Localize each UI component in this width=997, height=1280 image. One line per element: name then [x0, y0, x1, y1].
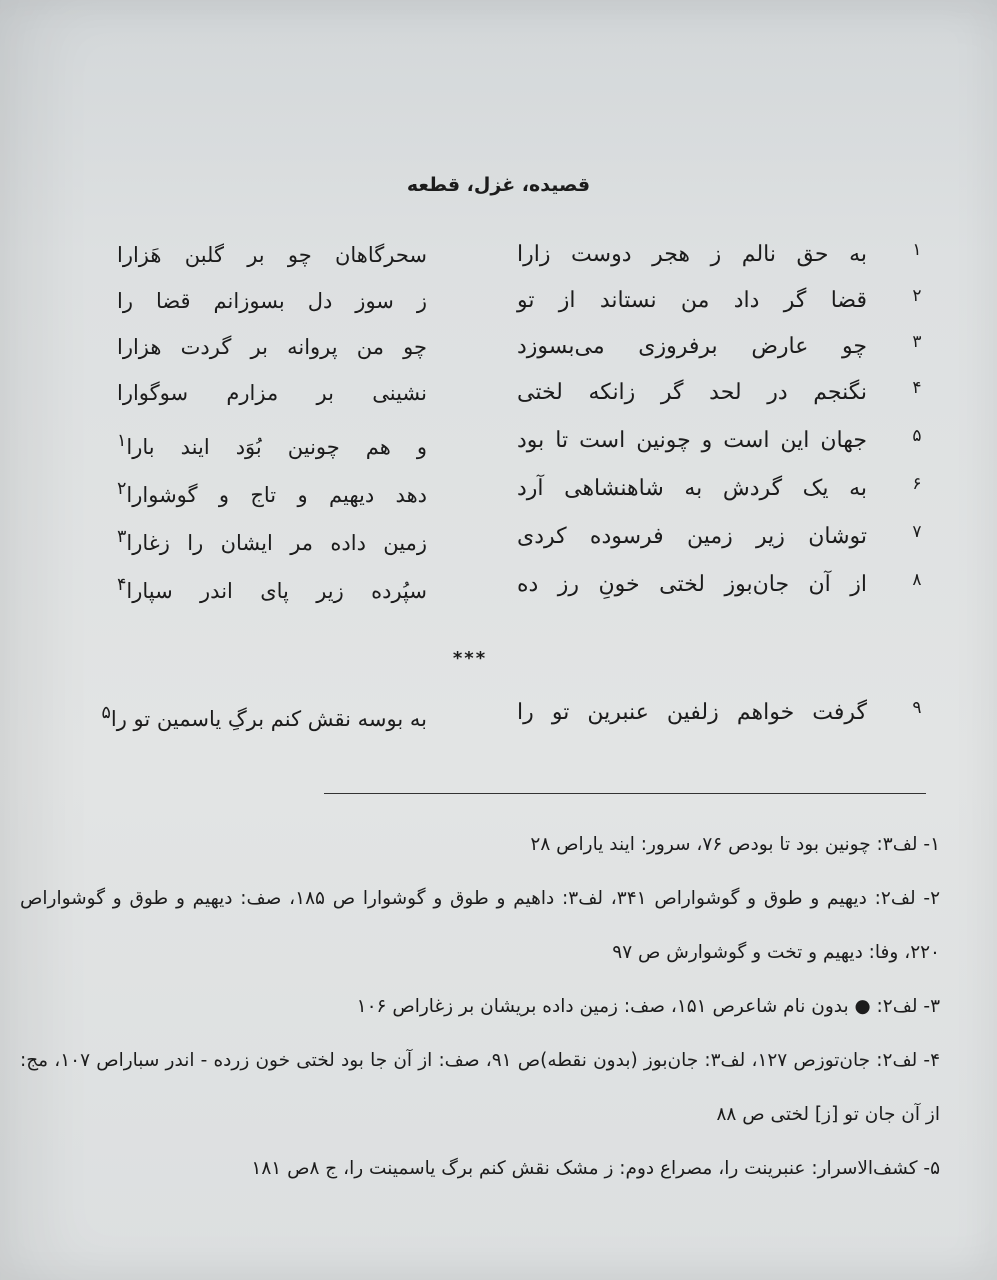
footnote-divider — [324, 793, 926, 794]
verse-row-9 — [0, 690, 997, 736]
footnote: ۳- لف۲: ● بدون نام شاعرص ۱۵۱، صف: زمین داده بریشان بر زغاراص ۱۰۶ — [356, 996, 940, 1017]
verse-row — [0, 370, 997, 416]
verse-row — [0, 466, 997, 512]
footnote-marker: ۳ — [117, 527, 127, 547]
verse-first-hemistich: از آن جان‌بوز لختی خونِ رز ده — [517, 572, 867, 597]
verse-first-hemistich: به یک گردش به شاهنشاهی آرد — [517, 476, 867, 501]
footnote-marker: ۵ — [101, 703, 111, 723]
verse-number: ۶ — [912, 474, 922, 494]
verse-second-hemistich: سپُرده زیر پای اندر سپارا$^۴$ — [117, 575, 427, 603]
verse-first-hemistich: به حق نالم ز هجر دوست زارا — [517, 242, 867, 267]
verse-number: ۱ — [912, 240, 922, 260]
verse-row — [0, 514, 997, 560]
verse-second-hemistich: سحرگاهان چو بر گلبن هَزارا — [117, 243, 427, 267]
footnote-marker: ۱ — [117, 431, 127, 451]
verse-first-hemistich: قضا گر داد من نستاند از تو — [517, 288, 867, 313]
verse-number: ۳ — [912, 332, 922, 352]
section-separator: *** — [452, 648, 488, 669]
footnote-marker: ۲ — [117, 479, 127, 499]
verse-second-hemistich: و هم چونین بُوَد ایند بارا$^۱$ — [117, 431, 427, 459]
verse-number: ۲ — [912, 286, 922, 306]
verse-second-hemistich: به بوسه نقش کنم برگِ یاسمین تو را$^۵$ — [101, 703, 427, 731]
verse-row — [0, 278, 997, 324]
verse-number: ۸ — [912, 570, 922, 590]
verse-second-hemistich: چو من پروانه بر گردت هزارا — [117, 335, 427, 359]
verse-number: ۴ — [912, 378, 922, 398]
verse-number: ۷ — [912, 522, 922, 542]
verse-number: ۹ — [912, 698, 922, 718]
verse-second-hemistich: زمین داده مر ایشان را زغارا$^۳$ — [117, 527, 427, 555]
footnote-marker: ۴ — [117, 575, 127, 595]
verse-row — [0, 324, 997, 370]
section-title: قصیده، غزل، قطعه — [406, 174, 591, 196]
footnote: ۴- لف۲: جان‌توزص ۱۲۷، لف۳: جان‌بوز (بدون نقطه)ص ۹۱، صف: از آن جا بود لختی خون زرده - اندر سباراص ۱۰۷، مج: از آن جان تو [ز] لختی ص ۸۸ — [20, 1050, 941, 1125]
verse-second-hemistich: دهد دیهیم و تاج و گوشوارا$^۲$ — [117, 479, 427, 507]
verse-first-hemistich: توشان زیر زمین فرسوده کردی — [517, 524, 867, 549]
verse-second-hemistich: ز سوز دل بسوزانم قضا را — [117, 289, 427, 313]
verse-first-hemistich: چو عارض برفروزی می‌بسوزد — [517, 334, 867, 359]
verse-first-hemistich: جهان این است و چونین است تا بود — [517, 428, 867, 453]
verse-second-hemistich: نشینی بر مزارم سوگوارا — [117, 381, 427, 405]
footnote: ۵- کشف‌الاسرار: عنبرینت را، مصراع دوم: ز مشک نقش کنم برگ یاسمینت را، ج ۸ص ۱۸۱ — [251, 1158, 940, 1179]
verse-row — [0, 562, 997, 608]
footnote: ۱- لف۳: چونین بود تا بودص ۷۶، سرور: ایند یاراص ۲۸ — [530, 834, 940, 855]
verse-first-hemistich: نگنجم در لحد گر زانکه لختی — [517, 380, 867, 405]
footnote: ۲- لف۲: دیهیم و طوق و گوشواراص ۳۴۱، لف۳: داهیم و طوق و گوشوارا ص ۱۸۵، صف: دیهیم و طوق و گوشواراص ۲۲۰، وفا: دیهیم و تخت و گوشوارش ص ۹۷ — [20, 888, 941, 963]
verse-row — [0, 232, 997, 278]
verse-number: ۵ — [912, 426, 922, 446]
verse-row — [0, 418, 997, 464]
verse-first-hemistich: گرفت خواهم زلفین عنبرین تو را — [517, 700, 867, 725]
footnotes — [20, 818, 940, 1196]
